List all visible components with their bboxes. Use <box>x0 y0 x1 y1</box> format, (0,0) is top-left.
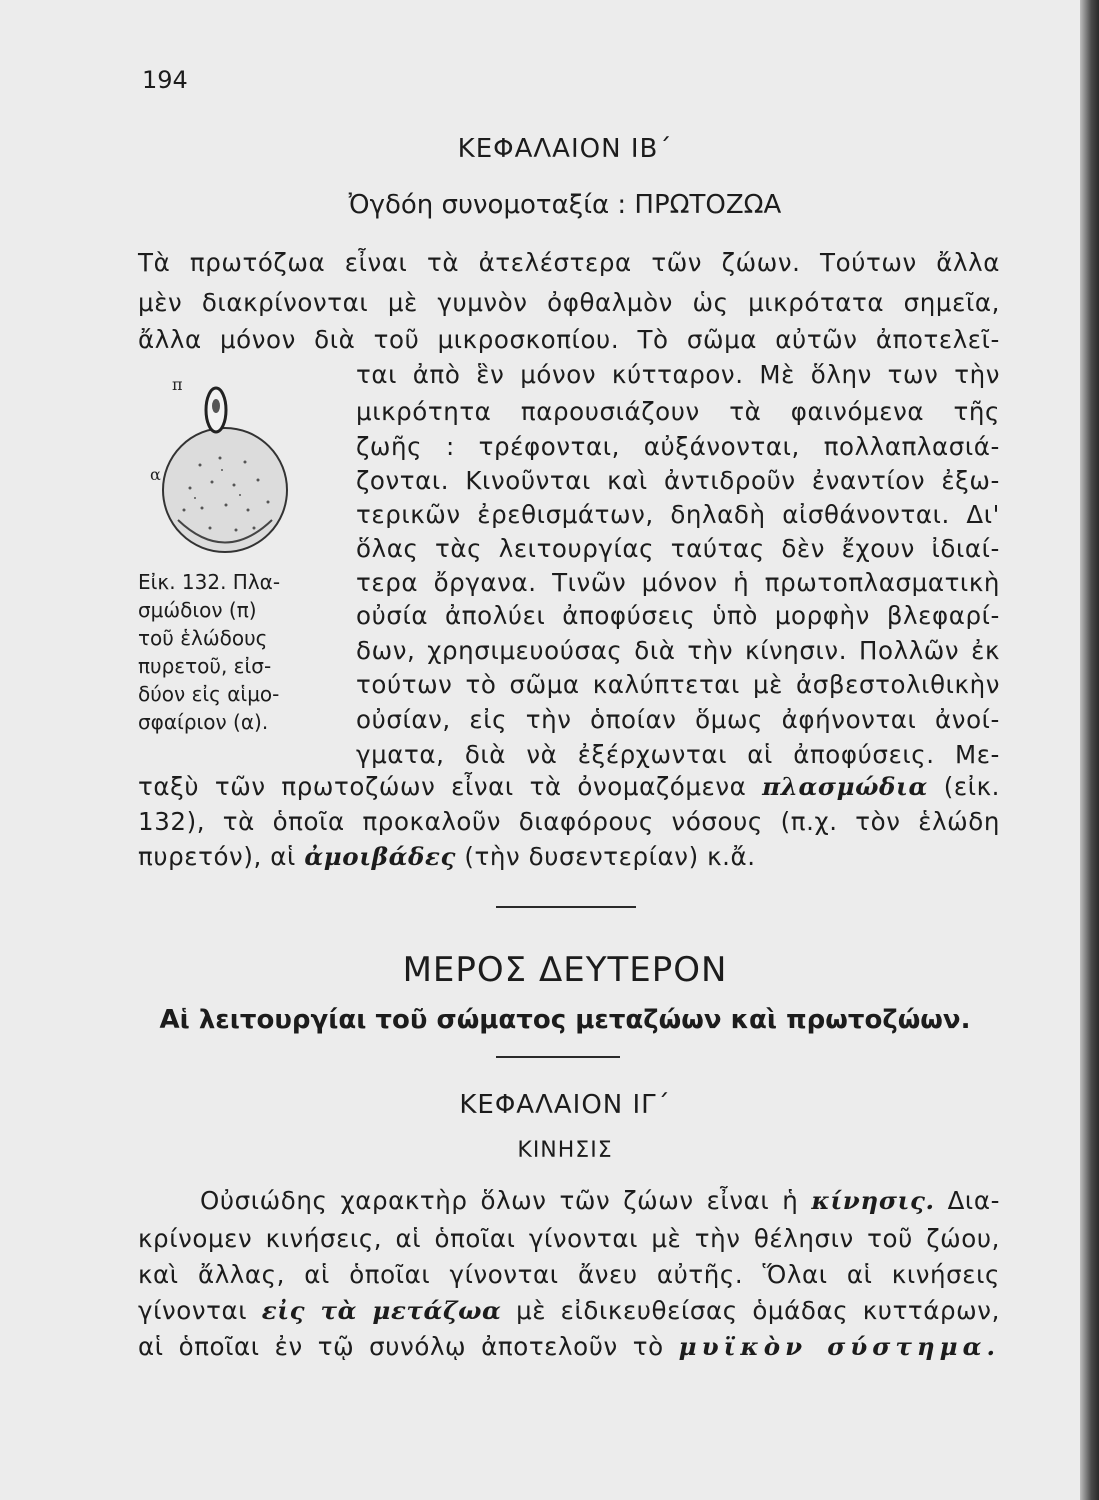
caption-line: Εἰκ. 132. Πλα- <box>138 570 281 594</box>
text-line: γματα, διὰ νὰ ἐξέρχωνται αἱ ἀποφύσεις. Με- <box>356 740 1000 769</box>
text-line: ζονται. Κινοῦνται καὶ ἀντιδροῦν ἐναντίον ἐξω- <box>356 466 1000 495</box>
text-run: μὲ εἰδικευθείσας ὁμάδας κυττάρων, <box>516 1296 1000 1325</box>
chapter-title: ΚΕΦΑΛΑΙΟΝ ΙΒ΄ <box>457 134 673 164</box>
text-line: ὅλας τὰς λειτουργίας ταύτας δὲν ἔχουν ἰδιαί- <box>356 534 1000 563</box>
text-line: καὶ ἄλλας, αἱ ὁποῖαι γίνονται ἄνευ αὐτῆς. Ὅλαι αἱ κινήσεις <box>138 1260 1000 1289</box>
blood-cell-shape <box>163 428 287 552</box>
text-line <box>138 842 1000 871</box>
caption-line: σφαίριον (α). <box>138 710 269 734</box>
caption-line: σμώδιον (π) <box>138 598 257 622</box>
text-line: τερα ὄργανα. Τινῶν μόνον ἡ πρωτοπλασματικὴ <box>356 568 1000 597</box>
emphasis-kinesis: κίνησις. <box>811 1186 935 1215</box>
section-divider <box>496 906 636 908</box>
text-run: Δια- <box>947 1186 1001 1215</box>
chapter-title: ΚΕΦΑΛΑΙΟΝ ΙΓ΄ <box>459 1090 671 1120</box>
emphasis-muscular-system: μυϊκὸν σύστημα. <box>678 1332 1000 1361</box>
section-divider <box>496 1056 620 1058</box>
text-line: ται ἀπὸ ἓν μόνον κύτταρον. Μὲ ὅλην των τὴν <box>356 360 1000 389</box>
text-line: οὐσία ἀπολύει ἀποφύσεις ὑπὸ μορφὴν βλεφαρί- <box>356 601 1000 630</box>
caption-line: τοῦ ἑλώδους <box>138 626 268 650</box>
caption-line: δύον εἰς αἱμο- <box>138 682 280 706</box>
emphasis-amoebas: ἀμοιβάδες <box>304 842 456 871</box>
text-line: μὲν διακρίνονται μὲ γυμνὸν ὀφθαλμὸν ὡς μικρότατα σημεῖα, <box>138 288 1000 317</box>
text-line: ἄλλα μόνον διὰ τοῦ μικροσκοπίου. Τὸ σῶμα αὐτῶν ἀποτελεῖ- <box>138 325 1000 354</box>
text-line: κρίνομεν κινήσεις, αἱ ὁποῖαι γίνονται μὲ τὴν θέλησιν τοῦ ζώου, <box>138 1224 1000 1253</box>
text-line <box>138 1296 1000 1325</box>
text-line: τερικῶν ἐρεθισμάτων, δηλαδὴ αἰσθάνονται. Δι' <box>356 500 1000 529</box>
text-line: μικρότητα παρουσιάζουν τὰ φαινόμενα τῆς <box>356 397 1000 426</box>
plasmodium-figure <box>150 370 300 570</box>
text-line <box>200 1186 1000 1215</box>
page-binding-edge <box>1080 0 1099 1500</box>
chapter-subtitle: ΚΙΝΗΣΙΣ <box>517 1138 613 1163</box>
text-run: (τὴν δυσεντερίαν) κ.ἄ. <box>464 842 756 871</box>
text-line: 132), τὰ ὁποῖα προκαλοῦν διαφόρους νόσους (π.χ. τὸν ἑλώδη <box>138 807 1000 836</box>
text-run: ταξὺ τῶν πρωτοζώων εἶναι τὰ ὀνομαζόμενα <box>138 772 747 801</box>
emphasis-metazoa: εἰς τὰ μετάζωα <box>261 1296 502 1325</box>
text-line: δων, χρησιμευούσας διὰ τὴν κίνησιν. Πολλῶν ἐκ <box>356 636 1000 665</box>
caption-line: πυρετοῦ, εἰσ- <box>138 654 272 678</box>
text-line: Τὰ πρωτόζωα εἶναι τὰ ἀτελέστερα τῶν ζώων. Τούτων ἄλλα <box>138 248 1000 277</box>
figure-label-pi: π <box>172 375 183 394</box>
text-run: γίνονται <box>138 1296 248 1325</box>
text-line: τούτων τὸ σῶμα καλύπτεται μὲ ἀσβεστολιθικὴν <box>356 670 1000 699</box>
emphasis-plasmodia: πλασμώδια <box>762 772 928 801</box>
text-line: οὐσίαν, εἰς τὴν ὁποίαν ὅμως ἀφήνονται ἀνοί- <box>356 705 1000 734</box>
text-run: πυρετόν), αἱ <box>138 842 296 871</box>
text-line: ζωῆς : τρέφονται, αὐξάνονται, πολλαπλασιά- <box>356 432 1000 461</box>
text-run: αἱ ὁποῖαι ἐν τῷ συνόλῳ ἀποτελοῦν τὸ <box>138 1332 664 1361</box>
chapter-subtitle: Ὀγδόη συνομοταξία : ΠΡΩΤΟΖΩΑ <box>348 190 782 220</box>
part-title: ΜΕΡΟΣ ΔΕΥΤΕΡΟΝ <box>402 950 728 990</box>
part-subtitle: Αἱ λειτουργίαι τοῦ σώματος μεταζώων καὶ πρωτοζώων. <box>159 1005 971 1035</box>
text-line <box>138 1332 1000 1361</box>
text-run: (εἰκ. <box>943 772 1001 801</box>
plasmodium-nucleus <box>212 399 220 413</box>
text-run: Οὐσιώδης χαρακτὴρ ὅλων τῶν ζώων εἶναι ἡ <box>200 1186 799 1215</box>
page-number: 194 <box>142 66 188 94</box>
text-line <box>138 772 1000 801</box>
figure-label-alpha: α <box>150 465 161 484</box>
